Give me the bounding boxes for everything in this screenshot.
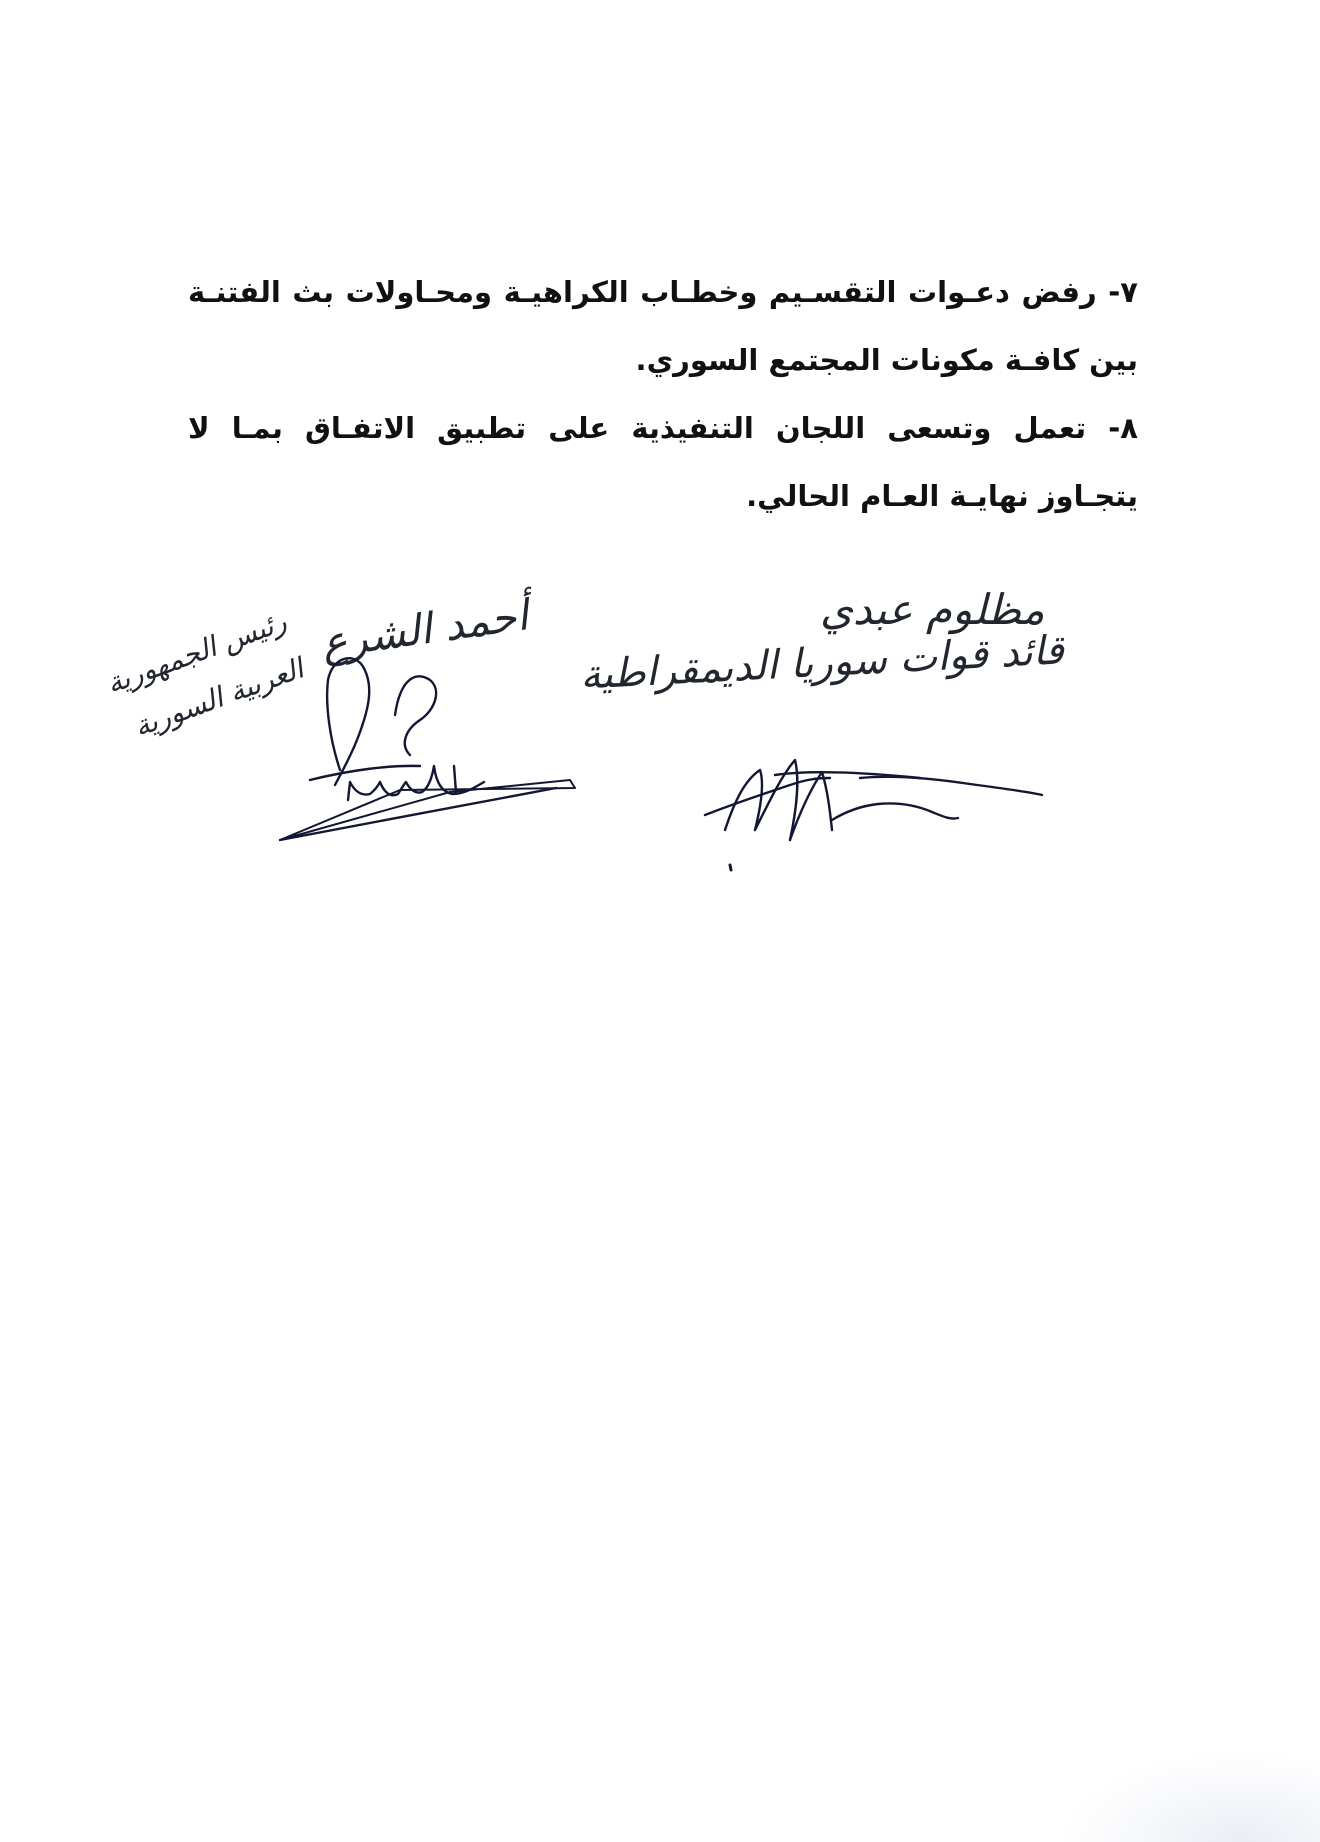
- signatory-title-left: رئيس الجمهورية العربية السورية: [102, 604, 308, 744]
- signatory-title-right: قائد قوات سوريا الديمقراطية: [579, 627, 1066, 699]
- handwritten-signature-left: [70, 560, 590, 880]
- clause-7: ٧- رفض دعـوات التقسـيم وخطـاب الكراهيـة ومحـاولات بث الفتنـة بين كافـة مكونات المجتمع السوري.: [188, 275, 1138, 377]
- agreement-clauses: [188, 258, 1138, 530]
- scan-corner-shadow: [1060, 1752, 1320, 1842]
- signature-block-left: [70, 560, 590, 880]
- handwritten-signature-right: [560, 580, 1120, 900]
- signatory-name-left: أحمد الشرع: [318, 590, 531, 668]
- clause-8: ٨- تعمل وتسعى اللجان التنفيذية على تطبيق الاتفـاق بمـا لا يتجـاوز نهايـة العـام الحالي.: [188, 411, 1138, 513]
- signature-block-right: [560, 580, 1120, 900]
- signatory-name-right: مظلوم عبدي: [820, 585, 1045, 634]
